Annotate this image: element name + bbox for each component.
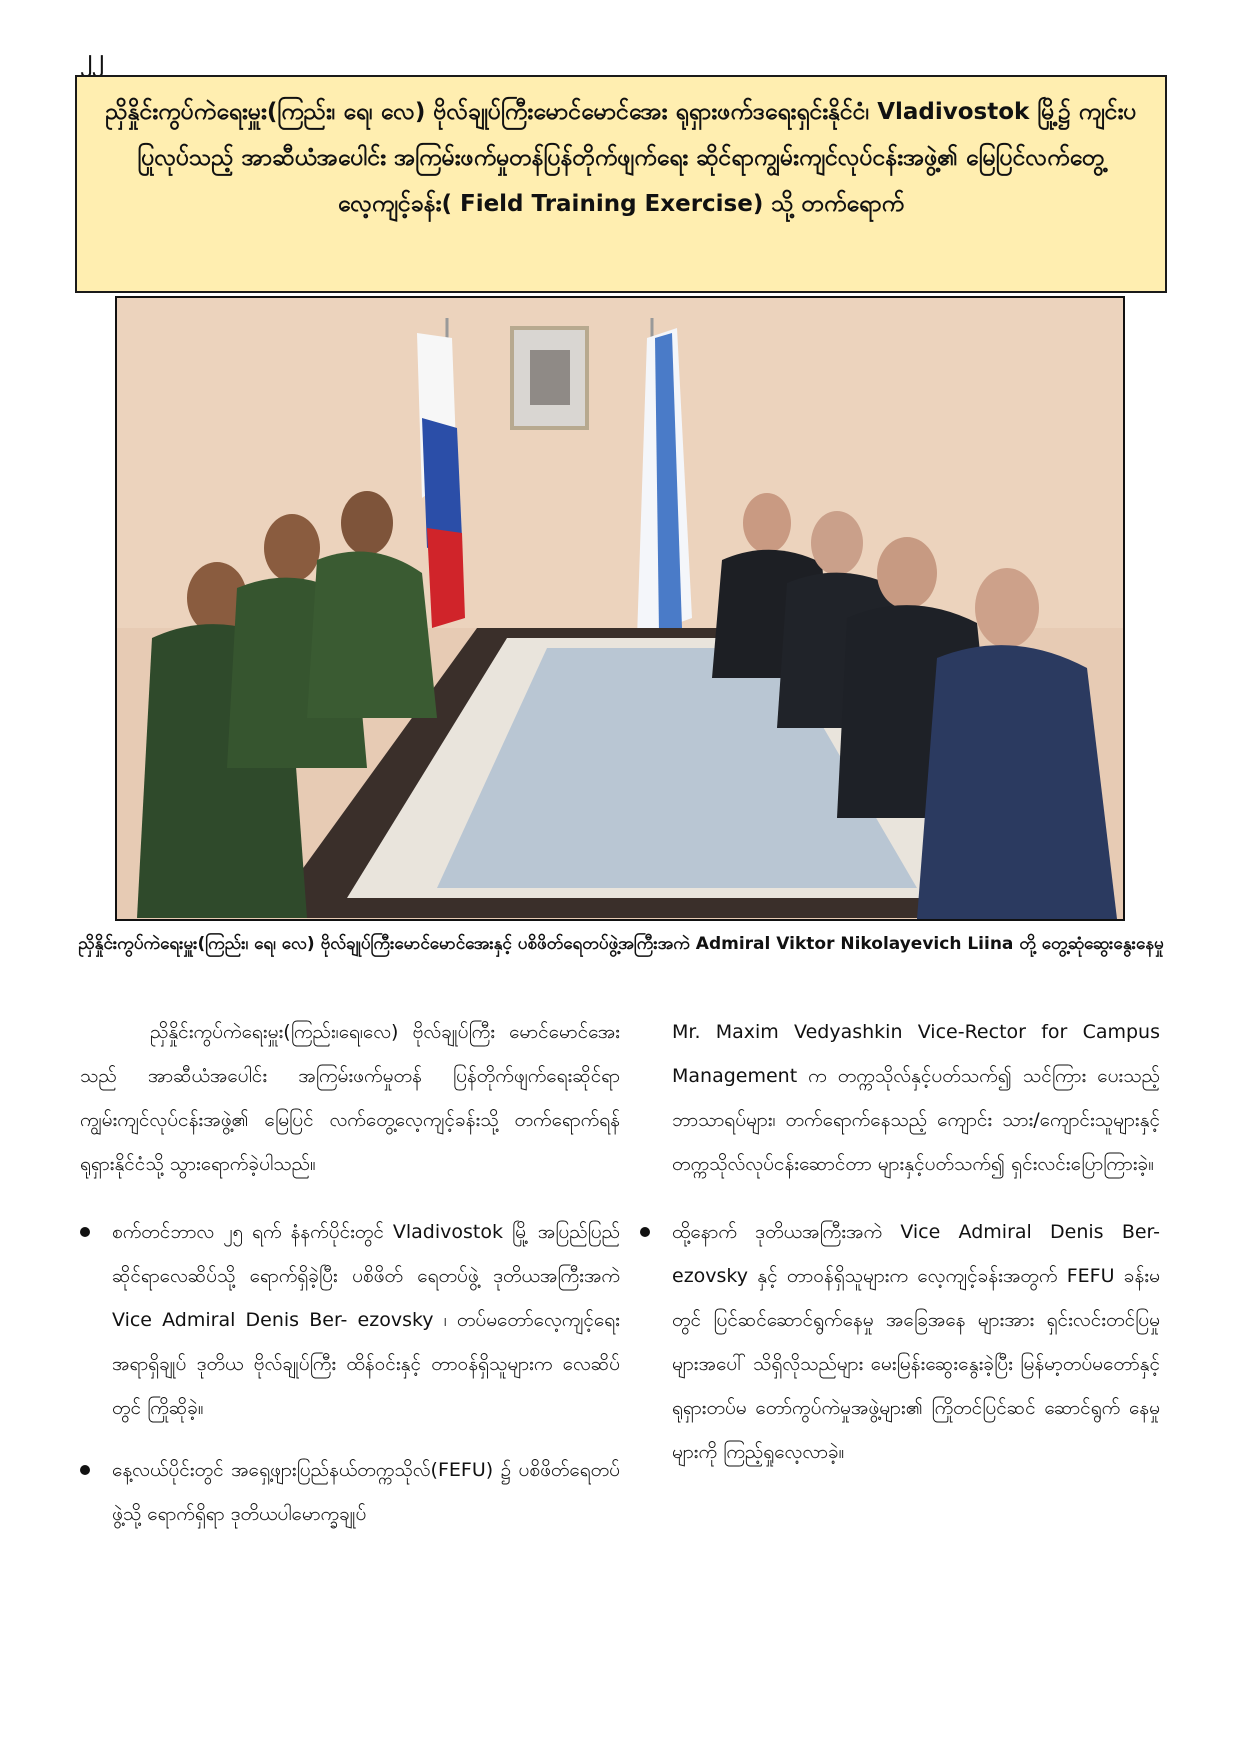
right-column (640, 1010, 1160, 1492)
continued-paragraph: Mr. Maxim Vedyashkin Vice-Rector for Campus Management က တက္ကသိုလ်နှင့်ပတ်သက်၍ သင်ကြား ပေးသည့် ဘာသာရပ်များ၊ တက်ရောက်နေသည့် ကျောင်း သား/ကျောင်းသူများနှင့် တက္ကသိုလ်လုပ်ငန်းဆောင်တာ များနှင့်ပတ်သက်၍ ရှင်းလင်းပြောကြားခဲ့။ (672, 1021, 1160, 1175)
list-item (80, 1448, 620, 1536)
right-bullet-list (640, 1210, 1160, 1474)
page-number: ၂၂ (80, 44, 104, 72)
left-bullet-list (80, 1210, 620, 1536)
list-item (80, 1210, 620, 1430)
intro-paragraph: ညှိနှိုင်းကွပ်ကဲရေးမှူး(ကြည်း၊ရေ၊လေ) ဗိုလ်ချုပ်ကြီး မောင်မောင်အေးသည် အာဆီယံအပေါင်း အကြမ်းဖက်မှုတန် ပြန်တိုက်ဖျက်ရေးဆိုင်ရာ ကျွမ်းကျင်လုပ်ငန်းအဖွဲ့၏ မြေပြင် လက်တွေ့လေ့ကျင့်ခန်းသို့ တက်ရောက်ရန် ရုရှားနိုင်ငံသို့ သွားရောက်ခဲ့ပါသည်။ (80, 1021, 620, 1175)
bullet-icon (80, 1227, 90, 1237)
left-column (80, 1010, 620, 1554)
headline: ညှိနှိုင်းကွပ်ကဲရေးမှူး(ကြည်း၊ ရေ၊ လေ) ဗိုလ်ချုပ်ကြီးမောင်မောင်အေး ရုရှားဖက်ဒရေးရှင်းနိုင်ငံ၊ Vladivostok မြို့၌ ကျင်းပပြုလုပ်သည့် အာဆီယံအပေါင်း အကြမ်းဖက်မှုတန်ပြန်တိုက်ဖျက်ရေး ဆိုင်ရာကျွမ်းကျင်လုပ်ငန်းအဖွဲ့၏ မြေပြင်လက်တွေ့လေ့ကျင့်ခန်း( Field Training Exercise) သို့ တက်ရောက် (105, 99, 1137, 217)
news-photo (115, 296, 1125, 921)
bullet-icon (80, 1465, 90, 1475)
photo-caption: ညှိနှိုင်းကွပ်ကဲရေးမှူး(ကြည်း၊ ရေ၊ လေ) ဗိုလ်ချုပ်ကြီးမောင်မောင်အေးနှင့် ပစိဖိတ်ရေတပ်ဖွဲ့အကြီးအကဲ Admiral Viktor Nikolayevich Liina တို့ တွေ့ဆုံဆွေးနွေးနေမှု (78, 934, 1164, 954)
headline-box (75, 75, 1167, 293)
bullet-text: နေ့လယ်ပိုင်းတွင် အရှေ့ဖျားပြည်နယ်တက္ကသိုလ်(FEFU) ၌ ပစိဖိတ်ရေတပ်ဖွဲ့သို့ ရောက်ရှိရာ ဒုတိယပါမောက္ခချုပ် (112, 1459, 620, 1525)
bullet-icon (640, 1227, 650, 1237)
list-item (640, 1210, 1160, 1474)
bullet-text: ထို့နောက် ဒုတိယအကြီးအကဲ Vice Admiral Denis Ber- ezovsky နှင့် တာဝန်ရှိသူများက လေ့ကျင့်ခန်းအတွက် FEFU ခန်းမတွင် ပြင်ဆင်ဆောင်ရွက်နေမှု အခြေအနေ များအား ရှင်းလင်းတင်ပြမှုများအပေါ် သိရှိလိုသည်များ မေးမြန်းဆွေးနွေးခဲ့ပြီး မြန်မာ့တပ်မတော်နှင့် ရုရှားတပ်မ တော်ကွပ်ကဲမှုအဖွဲ့များ၏ ကြိုတင်ပြင်ဆင် ဆောင်ရွက် နေမှုများကို ကြည့်ရှုလေ့လာခဲ့။ (672, 1221, 1160, 1463)
bullet-text: စက်တင်ဘာလ ၂၅ ရက် နံနက်ပိုင်းတွင် Vladivostok မြို့ အပြည်ပြည်ဆိုင်ရာလေဆိပ်သို့ ရောက်ရှိခဲ့ပြီး ပစိဖိတ် ရေတပ်ဖွဲ့ ဒုတိယအကြီးအကဲ Vice Admiral Denis Ber- ezovsky ၊ တပ်မတော်လေ့ကျင့်ရေးအရာရှိချုပ် ဒုတိယ ဗိုလ်ချုပ်ကြီး ထိန်ဝင်းနှင့် တာဝန်ရှိသူများက လေဆိပ်တွင် ကြိုဆိုခဲ့။ (112, 1221, 620, 1419)
